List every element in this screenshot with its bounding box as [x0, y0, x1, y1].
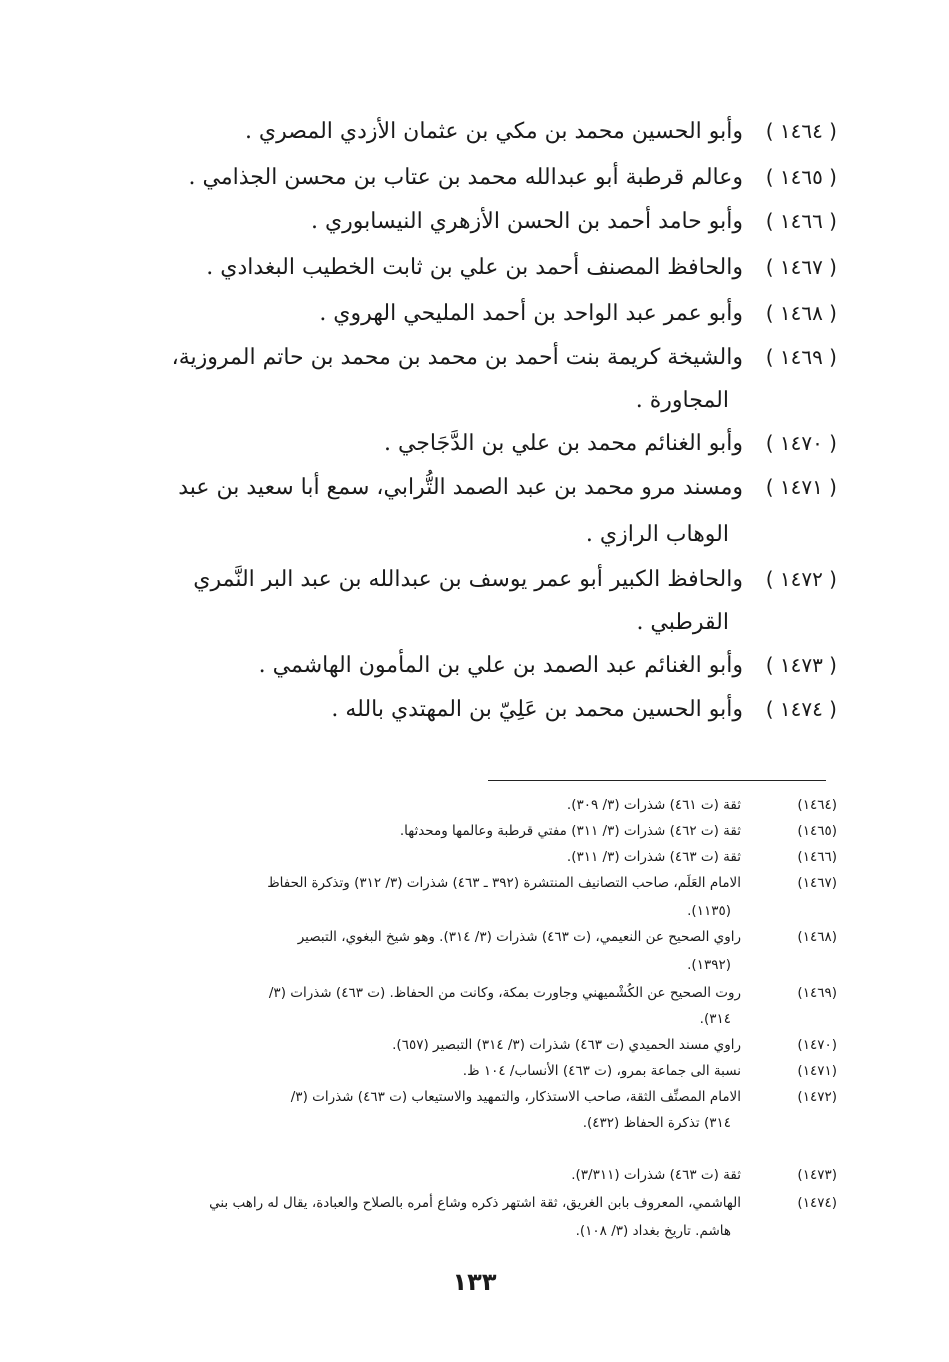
entry-1468: [319, 290, 837, 337]
footnote-text: الامام المصنِّف الثقة، صاحب الاستذكار، والتمهيد والاستيعاب (ت ٤٦٣) شذرات (٣/: [290, 1089, 741, 1105]
entry-number: ( ١٤٦٦ ): [765, 209, 837, 233]
entry-1474: [331, 686, 837, 733]
footnote-text: راوي الصحيح عن النعيمي، (ت ٤٦٣) شذرات (٣/ ٣١٤). وهو شيخ البغوي، التبصير: [297, 929, 741, 945]
footnote-text: ثقة (ت ٤٦٢) شذرات (٣/ ٣١١) مفتي قرطبة وعالمها ومحدثها.: [399, 823, 741, 839]
entry-text: وعالم قرطبة أبو عبدالله محمد بن عتاب بن محسن الجذامي .: [188, 165, 743, 190]
footnote-text: ثقة (ت ٤٦١) شذرات (٣/ ٣٠٩).: [566, 797, 741, 813]
entry-number: ( ١٤٦٩ ): [765, 345, 837, 369]
entry-number: ( ١٤٧٢ ): [765, 567, 837, 591]
entry-text: والشيخة كريمة بنت أحمد بن محمد بن محمد بن حاتم المروزية،: [171, 345, 743, 370]
entry-text: وأبو الحسين محمد بن مكي بن عثمان الأزدي المصري .: [244, 119, 743, 144]
entry-1465: [189, 154, 837, 201]
entry-number: ( ١٤٧٣ ): [765, 653, 837, 677]
entry-number: ( ١٤٧٠ ): [765, 431, 837, 455]
entry-text: والحافظ الكبير أبو عمر يوسف بن عبدالله بن عبد البر النَّمري: [193, 567, 743, 592]
footnote-text: الامام العَلَم، صاحب التصانيف المنتشرة (٣٩٢ ـ ٤٦٣) شذرات (٣/ ٣١٢) وتذكرة الحفاظ: [267, 875, 741, 891]
footnote-text: نسبة الى جماعة بمرو، (ت ٤٦٣) الأنساب/ ١٠٤ ظ.: [462, 1063, 741, 1079]
entry-text: وأبو الحسين محمد بن عَلِيّ بن المهتدي بالله .: [331, 697, 743, 722]
footnote-number: (١٤٧٤): [797, 1195, 837, 1211]
entry-number: ( ١٤٦٤ ): [765, 119, 837, 143]
entry-1466: [311, 198, 837, 245]
entry-text: وأبو عمر عبد الواحد بن أحمد المليحي الهروي .: [319, 301, 743, 326]
footnote-text: ثقة (ت ٤٦٣) شذرات (٣/٣١١).: [571, 1167, 741, 1183]
entry-number: ( ١٤٦٥ ): [765, 165, 837, 189]
footnote-1474: [209, 1190, 837, 1216]
entry-1470: [384, 420, 837, 467]
footnote-1466: [567, 844, 837, 870]
footnote-text: راوي مسند الحميدي (ت ٤٦٣) شذرات (٣/ ٣١٤) التبصير (٦٥٧).: [392, 1037, 741, 1053]
footnote-number: (١٤٦٩): [797, 985, 837, 1001]
footnote-number: (١٤٦٦): [797, 849, 837, 865]
entry-1467: [206, 244, 837, 291]
footnote-number: (١٤٧١): [797, 1063, 837, 1079]
entry-text: وأبو الغنائم عبد الصمد بن علي بن المأمون الهاشمي .: [258, 653, 743, 678]
footnote-1471: [463, 1058, 837, 1084]
footnote-1464: [567, 792, 837, 818]
footnote-divider: [488, 780, 826, 781]
footnote-number: (١٤٧٣): [797, 1167, 837, 1183]
entry-number: ( ١٤٧٤ ): [765, 697, 837, 721]
footnote-number: (١٤٦٤): [797, 797, 837, 813]
entry-1473: [259, 642, 837, 689]
entry-number: ( ١٤٦٧ ): [765, 255, 837, 279]
footnote-text: الهاشمي، المعروف بابن الغريق، ثقة اشتهر ذكره وشاع أمره بالصلاح والعبادة، يقال له راهب بني: [209, 1195, 741, 1211]
entry-text: والحافظ المصنف أحمد بن علي بن ثابت الخطيب البغدادي .: [206, 255, 743, 280]
footnote-1468-continuation: (١٣٩٢).: [687, 957, 731, 973]
entry-1472-continuation: القرطبي .: [636, 610, 729, 635]
footnote-1474-continuation: هاشم. تاريخ بغداد (٣/ ١٠٨).: [575, 1223, 731, 1239]
footnote-1472-continuation: ٣١٤) تذكرة الحفاظ (٤٣٢).: [582, 1115, 731, 1131]
entry-text: وأبو حامد أحمد بن الحسن الأزهري النيسابوري .: [310, 209, 743, 234]
entry-number: ( ١٤٧١ ): [765, 475, 837, 499]
entry-1471-continuation: الوهاب الرازي .: [585, 522, 729, 547]
entry-1469: [172, 334, 837, 381]
footnote-number: (١٤٦٧): [797, 875, 837, 891]
footnote-1467: [267, 870, 837, 896]
entry-1464: [245, 108, 837, 155]
footnote-number: (١٤٧٠): [797, 1037, 837, 1053]
footnote-1469-continuation: ٣١٤).: [699, 1011, 731, 1027]
footnote-text: روت الصحيح عن الكُشْميهني وجاورت بمكة، وكانت من الحفاظ. (ت ٤٦٣) شذرات (٣/: [268, 985, 741, 1001]
entry-1469-continuation: المجاورة .: [635, 388, 729, 413]
footnote-1472: [291, 1084, 837, 1110]
footnote-1470: [392, 1032, 837, 1058]
entry-text: وأبو الغنائم محمد بن علي بن الدَّجَاجي .: [383, 431, 743, 456]
footnote-1465: [400, 818, 837, 844]
footnote-1473: [571, 1162, 837, 1188]
entry-1471: [178, 464, 837, 511]
footnote-1468: [298, 924, 837, 950]
entry-1472: [193, 556, 837, 603]
footnote-1469: [269, 980, 837, 1006]
footnote-number: (١٤٦٥): [797, 823, 837, 839]
footnote-1467-continuation: (١١٣٥).: [687, 903, 731, 919]
entry-text: ومسند مرو محمد بن عبد الصمد التُّرابي، سمع أبا سعيد بن عبد: [178, 475, 743, 500]
entry-number: ( ١٤٦٨ ): [765, 301, 837, 325]
page-number: ١٣٣: [452, 1268, 497, 1296]
footnote-text: ثقة (ت ٤٦٣) شذرات (٣/ ٣١١).: [566, 849, 741, 865]
footnote-number: (١٤٧٢): [797, 1089, 837, 1105]
footnote-number: (١٤٦٨): [797, 929, 837, 945]
